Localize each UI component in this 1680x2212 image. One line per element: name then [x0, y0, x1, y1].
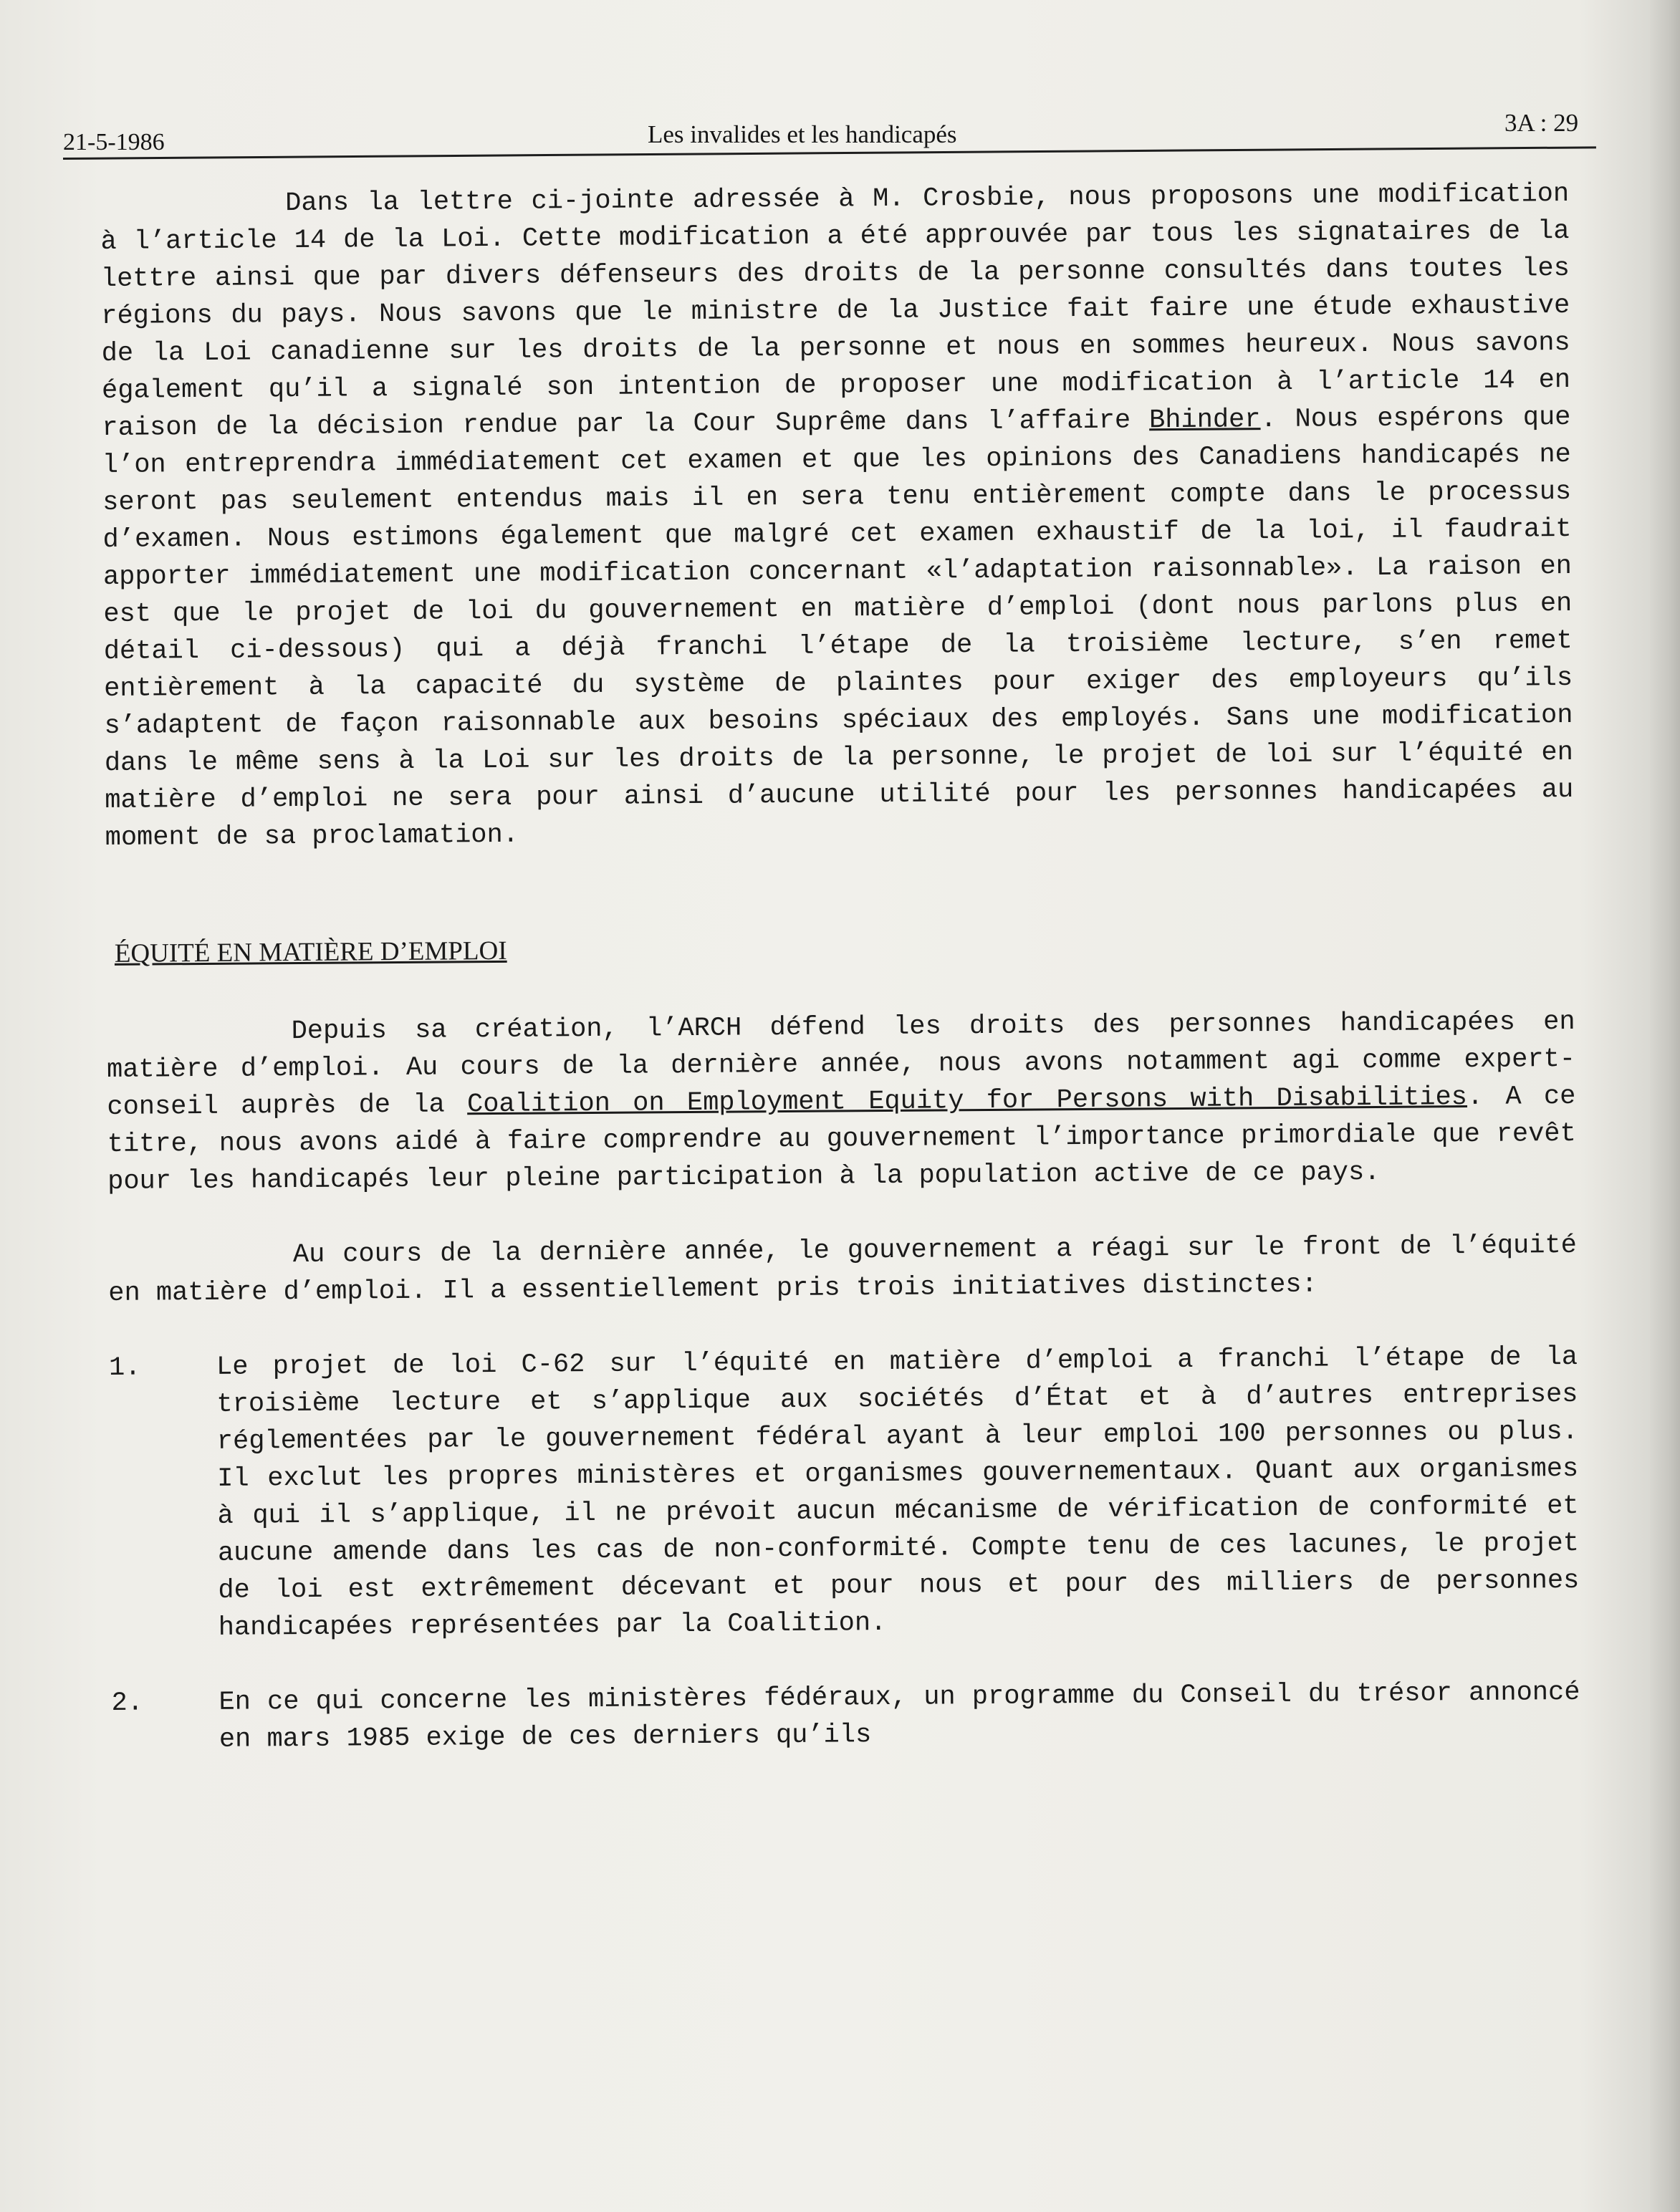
coalition-name: Coalition on Employment Equity for Persons with Disabilities: [466, 1082, 1468, 1120]
list-item: [109, 1339, 1580, 1648]
document-body: [100, 175, 1580, 1759]
list-item-text: Le projet de loi C-62 sur l’équité en matière d’emploi a franchi l’étape de la troisième lecture et s’applique aux sociétés d’État et à d’autres entreprises réglementées par le gouvernement fédéral ayant à leur emploi 100 personnes ou plus. Il exclut les propres ministères et organismes gouvernementaux. Quant aux organismes à qui il s’applique, il ne prévoit aucun mécanisme de vérification de conformité et aucune amende dans les cas de non-conformité. Compte tenu de ces lacunes, le projet de loi est extrêmement décevant et pour nous et pour des milliers de personnes handicapées représentées par la Coalition.: [216, 1342, 1580, 1643]
paragraph-crosbie-letter: [100, 175, 1574, 857]
page-edge: [1650, 0, 1680, 2212]
header-page-number: 3A : 29: [1504, 109, 1579, 137]
paragraph-text: Depuis sa création, l’ARCH défend les droits des personnes handicapées en matière d’emploi. Au cours de la dernière année, nous avons notamment agi comme expert-conseil auprès de la: [106, 1006, 1576, 1122]
paragraph-text: . Nous espérons que l’on entreprendra immédiatement cet examen et que les opinions des Canadiens handicapés ne seront pas seulement entendus mais il en sera tenu entièrement compte dans le processus d’examen. Nous estimons également que malgré cet examen exhaustif de la loi, il faudrait apporter immédiatement une modification concernant «l’adaptation raisonnable». La raison en est que le projet de loi du gouvernement en matière d’emploi (dont nous parlons plus en détail ci-dessous) qui a déjà franchi l’étape de la troisième lecture, s’en remet entièrement à la capacité du système de plaintes pour exiger des employeurs qu’ils s’adaptent de façon raisonnable aux besoins spéciaux des employés. Sans une modification dans le même sens à la Loi sur les droits de la personne, le projet de loi sur l’équité en matière d’emploi ne sera pour ainsi d’aucune utilité pour les personnes handicapées au moment de sa proclamation.: [102, 402, 1574, 853]
paragraph-arch: [106, 1004, 1576, 1201]
list-item-number: 1.: [108, 1352, 141, 1383]
paragraph-text: . A ce titre, nous avons aidé à faire comprendre au gouvernement l’importance primordiale que revêt pour les handicapés leur pleine participation à la population active de ce pays.: [107, 1081, 1576, 1197]
list-item: [111, 1674, 1580, 1759]
case-name-bhinder: Bhinder: [1148, 405, 1261, 436]
list-item-text: En ce qui concerne les ministères fédéraux, un programme du Conseil du trésor annoncé en mars 1985 exige de ces derniers qu’ils: [219, 1677, 1580, 1755]
header-title: Les invalides et les handicapés: [648, 120, 957, 148]
paragraph-text: Dans la lettre ci-jointe adressée à M. Crosbie, nous proposons une modification à l’article 14 de la Loi. Cette modification a été approuvée par tous les signataires de la lettre ainsi que par divers défenseurs des droits de la personne consultés dans toutes les régions du pays. Nous savons que le ministre de la Justice fait faire une étude exhaustive de la Loi canadienne sur les droits de la personne et nous en sommes heureux. Nous savons également qu’il a signalé son intention de proposer une modification à l’article 14 en raison de la décision rendue par la Cour Suprême dans l’affaire: [100, 178, 1571, 443]
list-item-number: 2.: [111, 1688, 144, 1718]
section-heading: ÉQUITÉ EN MATIÈRE D’EMPLOI: [114, 936, 507, 968]
paragraph-initiatives: Au cours de la dernière année, le gouvernement a réagi sur le front de l’équité en matière d’emploi. Il a essentiellement pris trois initiatives distinctes:: [108, 1230, 1578, 1309]
header-date: 21-5-1986: [63, 129, 165, 155]
